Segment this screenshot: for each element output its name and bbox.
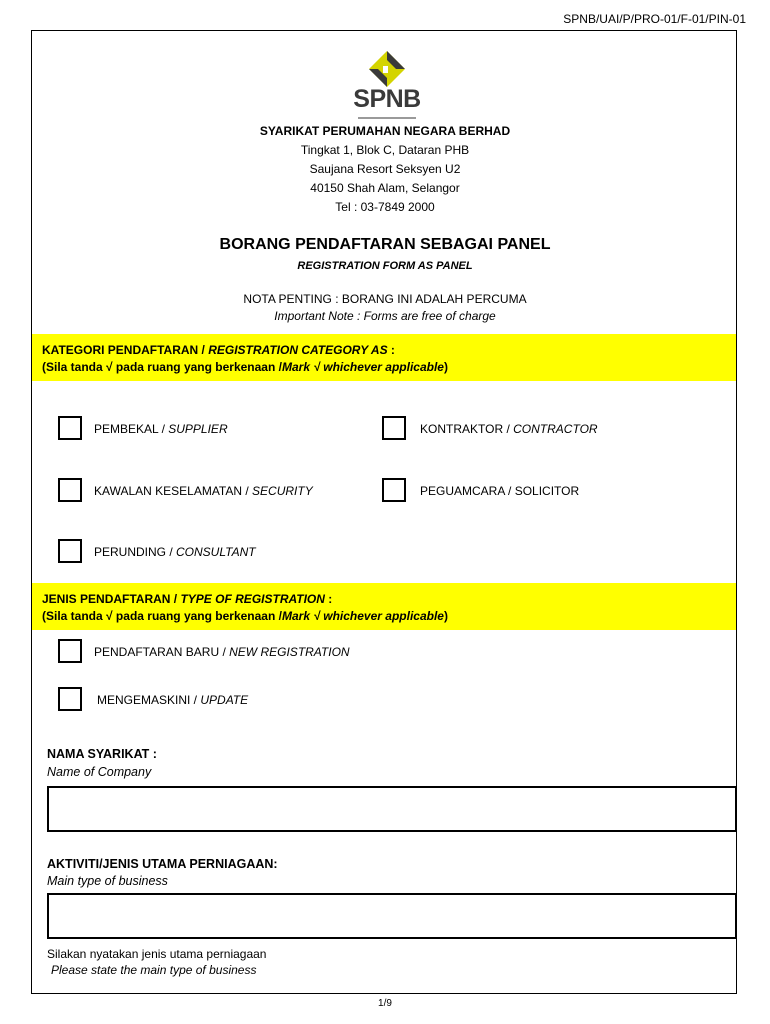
business-type-sublabel: Main type of business xyxy=(47,874,168,888)
business-type-label: AKTIVITI/JENIS UTAMA PERNIAGAAN: xyxy=(47,857,278,871)
option-security: KAWALAN KESELAMATAN / SECURITY xyxy=(94,484,313,498)
consultant-checkbox[interactable] xyxy=(58,539,82,563)
option-update: MENGEMASKINI / UPDATE xyxy=(97,693,249,707)
page-number: 1/9 xyxy=(378,998,392,1009)
address-line-1: Tingkat 1, Blok C, Dataran PHB xyxy=(300,143,470,157)
update-checkbox[interactable] xyxy=(58,687,82,711)
solicitor-checkbox[interactable] xyxy=(382,478,406,502)
important-note-en: Important Note : Forms are free of charge xyxy=(274,309,496,323)
company-name: SYARIKAT PERUMAHAN NEGARA BERHAD xyxy=(259,124,511,138)
document-code: SPNB/UAI/P/PRO-01/F-01/PIN-01 xyxy=(563,12,746,26)
form-page xyxy=(31,30,737,994)
important-note: NOTA PENTING : BORANG INI ADALAH PERCUMA xyxy=(243,292,527,306)
business-type-hint: Silakan nyatakan jenis utama perniagaan xyxy=(47,947,267,961)
company-name-label: NAMA SYARIKAT : xyxy=(47,747,157,761)
supplier-checkbox[interactable] xyxy=(58,416,82,440)
category-header: KATEGORI PENDAFTARAN / REGISTRATION CATEGORY AS : (Sila tanda √ pada ruang yang berkenaan /Mark √ whichever applicable) xyxy=(32,334,736,381)
business-type-field[interactable] xyxy=(47,893,737,939)
address-line-3: 40150 Shah Alam, Selangor xyxy=(310,181,460,195)
option-solicitor: PEGUAMCARA / SOLICITOR xyxy=(420,484,580,498)
contractor-checkbox[interactable] xyxy=(382,416,406,440)
logo-tagline xyxy=(358,117,416,119)
option-consultant: PERUNDING / CONSULTANT xyxy=(94,545,256,559)
option-new-registration: PENDAFTARAN BARU / NEW REGISTRATION xyxy=(94,645,350,659)
logo-text: SPNB xyxy=(353,85,421,113)
company-phone: Tel : 03-7849 2000 xyxy=(335,200,435,214)
option-contractor: KONTRAKTOR / CONTRACTOR xyxy=(420,422,598,436)
option-supplier: PEMBEKAL / SUPPLIER xyxy=(94,422,228,436)
address-line-2: Saujana Resort Seksyen U2 xyxy=(309,162,461,176)
form-subtitle: REGISTRATION FORM AS PANEL xyxy=(297,260,473,272)
company-name-sublabel: Name of Company xyxy=(47,765,152,779)
new-registration-checkbox[interactable] xyxy=(58,639,82,663)
business-type-hint-en: Please state the main type of business xyxy=(51,963,257,977)
form-title: BORANG PENDAFTARAN SEBAGAI PANEL xyxy=(219,236,551,253)
logo-mark-icon xyxy=(352,49,422,89)
company-name-field[interactable] xyxy=(47,786,737,832)
spnb-logo xyxy=(352,49,422,113)
registration-type-header: JENIS PENDAFTARAN / TYPE OF REGISTRATION : (Sila tanda √ pada ruang yang berkenaan /Mark √ whichever applicable) xyxy=(32,583,736,630)
security-checkbox[interactable] xyxy=(58,478,82,502)
